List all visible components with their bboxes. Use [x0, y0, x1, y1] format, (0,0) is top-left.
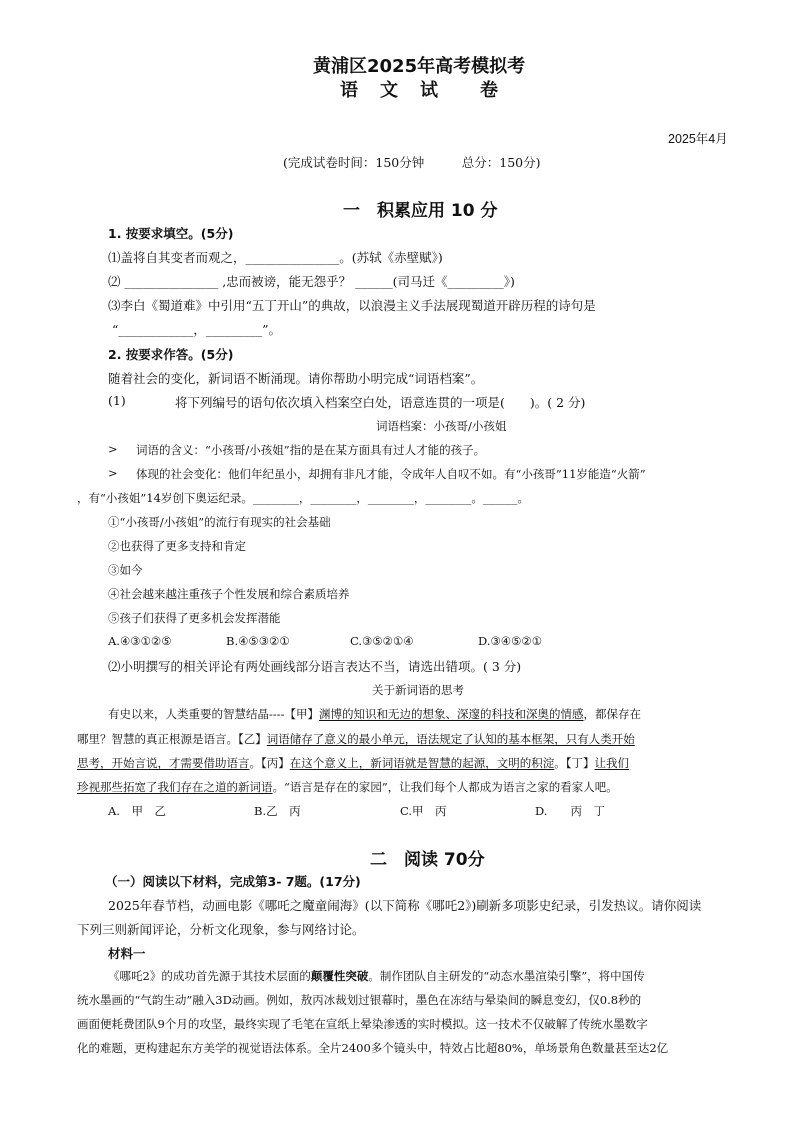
underlined-phrase-ding-cont: 珍视那些拓宽了我们存在之道的新词语 [77, 780, 273, 794]
option-item: ①“小孩哥/小孩姐”的流行有现实的社会基础 [108, 515, 331, 529]
essay-title: 关于新词语的思考 [372, 683, 464, 697]
q2-sub2-prompt: ⑵小明撰写的相关评论有两处画线部分语言表达不当，请选出错项。( 3 分) [108, 659, 522, 674]
archive-meaning: 词语的含义：“小孩哥/小孩姐”指的是在某方面具有过人才能的孩子。 [136, 443, 486, 457]
archive-social-change-cont: ，有“小孩姐”14岁创下奥运纪录。________，________，________，________。______。 [77, 491, 529, 505]
section1-title: 一 积累应用 10 分 [343, 201, 498, 221]
q2-sub1-number: (1) [108, 393, 126, 408]
material1-title: 材料一 [108, 946, 146, 961]
choice-a: A.④③①②⑤ [108, 634, 172, 648]
q1-heading: 1. 按要求填空。(5分) [108, 226, 234, 241]
q1-line1: ⑴盖将自其变者而观之，_______________。(苏轼《赤壁赋》) [108, 250, 443, 265]
essay-line [77, 731, 777, 747]
essay-text: 。【丙】 [249, 756, 290, 770]
q1-line3: ⑶李白《蜀道难》中引用“五丁开山”的典故，以浪漫主义手法展现蜀道开辟历程的诗句是 [108, 298, 596, 313]
material1-line: 画面便耗费团队9个月的攻坚，最终实现了毛笔在宣纸上晕染渗透的实时模拟。这一技术不仅破解了传统水墨数字 [77, 1017, 648, 1031]
exam-title: 黄浦区2025年高考模拟考 [313, 56, 526, 77]
material-text: 《哪吒2》的成功首先源于其技术层面的 [108, 969, 311, 983]
reading-intro-cont: 下列三则新闻评论，分析文化现象，参与网络讨论。 [77, 922, 365, 937]
q2-sub1-prompt: 将下列编号的语句依次填入档案空白处，语意连贯的一项是( )。( 2 分) [175, 395, 586, 410]
option-item: ②也获得了更多支持和肯定 [108, 539, 246, 553]
q2-intro: 随着社会的变化，新词语不断涌现。请你帮助小明完成“词语档案”。 [108, 371, 484, 386]
essay-line [77, 755, 777, 771]
option-item: ③如今 [108, 563, 143, 577]
underlined-phrase-jia: 渊博的知识和无边的想象、深邃的科技和深奥的情感 [319, 707, 584, 721]
material-text: 。制作团队自主研发的“动态水墨渲染引擎”，将中国传 [368, 969, 645, 983]
reading-part1-heading: （一）阅读以下材料，完成第3- 7题。(17分) [105, 874, 361, 889]
underlined-phrase-yi: 词语储存了意义的最小单元，语法规定了认知的基本框架，只有人类开始 [266, 732, 635, 746]
bullet-marker: > [108, 466, 118, 480]
choice-b: B.④⑤③②① [226, 634, 290, 648]
choice-b: B.乙 丙 [254, 804, 301, 818]
essay-line [77, 779, 777, 795]
choice-d: D. 丙 丁 [535, 804, 605, 818]
essay-text: 哪里？智慧的真正根源是语言。【乙】 [77, 732, 267, 746]
archive-social-change: 体现的社会变化：他们年纪虽小，却拥有非凡才能，令成年人自叹不如。有“小孩哥”11岁能造“火箭” [136, 467, 646, 481]
essay-text: 。“语言是存在的家园”，让我们每个人都成为语言之家的看家人吧。 [272, 780, 618, 794]
choice-d: D.③④⑤②① [478, 634, 543, 648]
underlined-phrase-bing: 在这个意义上，新词语就是智慧的起源，文明的积淀 [289, 756, 555, 770]
exam-date: 2025年4月 [668, 132, 728, 146]
choice-c: C.③⑤②①④ [350, 634, 414, 648]
q2-heading: 2. 按要求作答。(5分) [108, 347, 234, 362]
choice-a: A. 甲 乙 [108, 804, 166, 818]
essay-text: ，都保存在 [583, 707, 642, 721]
emphasized-phrase: 颠覆性突破 [310, 969, 369, 983]
q1-line4: “____________，_________”。 [112, 322, 282, 337]
underlined-phrase-ding: 让我们 [594, 756, 629, 770]
essay-text: 有史以来，人类重要的智慧结晶----【甲】 [108, 707, 320, 721]
archive-title: 词语档案：小孩哥/小孩姐 [376, 419, 507, 433]
essay-line [108, 706, 793, 722]
q1-line2: ⑵ _______________ ,忠而被谤，能无怨乎？ ______(司马迁《_________》) [108, 274, 515, 289]
section2-title: 二 阅读 70分 [370, 850, 485, 870]
reading-intro: 2025年春节档，动画电影《哪吒之魔童闹海》(以下简称《哪吒2》)刷新多项影史纪录，引发热议。请你阅读 [108, 898, 702, 913]
bullet-marker: > [108, 442, 118, 456]
option-item: ⑤孩子们获得了更多机会发挥潜能 [108, 611, 281, 625]
option-item: ④社会越来越注重孩子个性发展和综合素质培养 [108, 587, 350, 601]
exam-info: (完成试卷时间：150分钟 总分：150分) [283, 155, 541, 170]
choice-c: C.甲 丙 [400, 804, 447, 818]
exam-subtitle: 语 文 试 卷 [340, 80, 500, 101]
essay-text: 。【丁】 [554, 756, 595, 770]
material1-line: 化的难题，更构建起东方美学的视觉语法体系。全片2400多个镜头中，特效占比超80%，单场景角色数量甚至达2亿 [77, 1041, 669, 1055]
underlined-phrase-yi-cont: 思考，开始言说，才需要借助语言 [77, 756, 250, 770]
material1-line: 统水墨画的“气韵生动”融入3D动画。例如，敖丙冰裁划过银幕时，墨色在冻结与晕染间的瞬息变幻，仅0.8秒的 [77, 993, 642, 1007]
material1-line [108, 968, 793, 984]
